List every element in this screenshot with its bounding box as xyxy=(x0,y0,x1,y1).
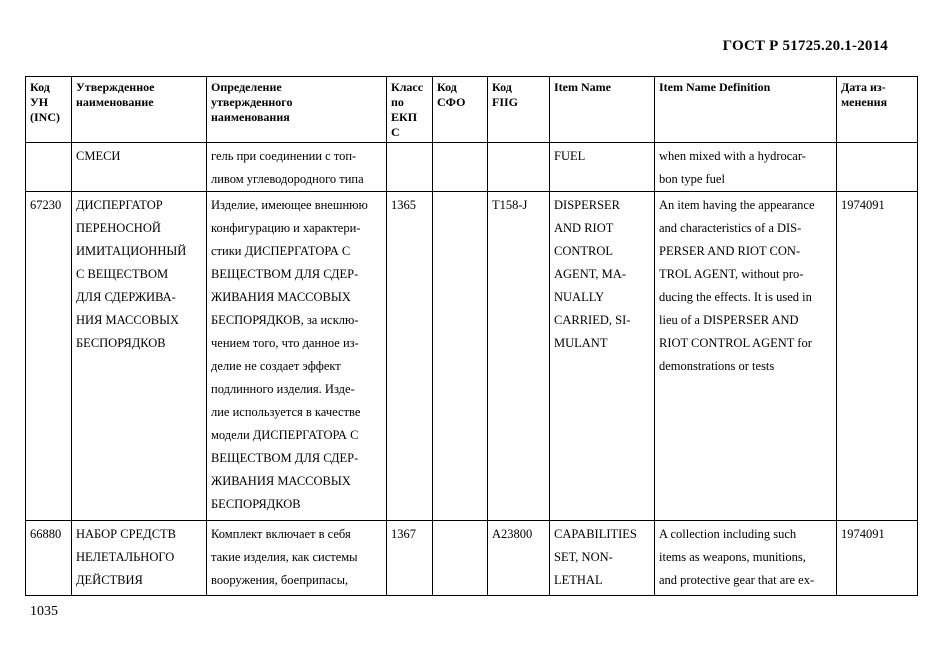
cell-line: БЕСПОРЯДКОВ, за исклю- xyxy=(211,313,359,327)
cell-fiig xyxy=(488,521,550,596)
cell-line: PERSER AND RIOT CON- xyxy=(659,244,801,258)
cell-line: С xyxy=(391,125,400,139)
cell-line: ДЛЯ СДЕРЖИВА- xyxy=(76,290,176,304)
cell-line: A collection including such xyxy=(659,527,797,541)
cell-line: ливом углеводородного типа xyxy=(211,172,364,186)
header-item-name-definition xyxy=(655,77,837,143)
nomenclature-table xyxy=(25,76,918,596)
cell-line: БЕСПОРЯДКОВ xyxy=(211,497,301,511)
cell-line: СМЕСИ xyxy=(76,149,121,163)
cell-line: ВЕЩЕСТВОМ ДЛЯ СДЕР- xyxy=(211,451,359,465)
cell-line: Изделие, имеющее внешнюю xyxy=(211,198,368,212)
cell-inc xyxy=(26,521,72,596)
cell-change-date xyxy=(837,521,918,596)
cell-line: ЕКП xyxy=(391,110,418,124)
cell-line: FUEL xyxy=(554,149,586,163)
cell-line: LETHAL xyxy=(554,573,603,587)
cell-line: Код xyxy=(30,80,50,94)
cell-line: MULANT xyxy=(554,336,608,350)
cell-line: 67230 xyxy=(30,198,62,212)
cell-line: Дата из- xyxy=(841,80,886,94)
cell-line: and protective gear that are ex- xyxy=(659,573,815,587)
cell-line: RIOT CONTROL AGENT for xyxy=(659,336,812,350)
cell-class xyxy=(387,521,433,596)
cell-line: вооружения, боеприпасы, xyxy=(211,573,349,587)
cell-inc xyxy=(26,192,72,521)
cell-line: A23800 xyxy=(492,527,533,541)
cell-line: 1367 xyxy=(391,527,416,541)
cell-line: AND RIOT xyxy=(554,221,614,235)
cell-approved-name xyxy=(72,192,207,521)
cell-item-definition xyxy=(655,521,837,596)
cell-line: CONTROL xyxy=(554,244,614,258)
cell-line: БЕСПОРЯДКОВ xyxy=(76,336,166,350)
cell-line: bon type fuel xyxy=(659,172,725,186)
cell-line: УН xyxy=(30,95,49,109)
cell-line: лие используется в качестве xyxy=(211,405,361,419)
cell-class xyxy=(387,192,433,521)
cell-line: по xyxy=(391,95,404,109)
cell-approved-name xyxy=(72,143,207,192)
cell-item-definition xyxy=(655,192,837,521)
cell-definition xyxy=(207,521,387,596)
cell-line: делие не создает эффект xyxy=(211,359,341,373)
table-row xyxy=(26,143,918,192)
cell-line: and characteristics of a DIS- xyxy=(659,221,802,235)
cell-line: чением того, что данное из- xyxy=(211,336,359,350)
cell-approved-name xyxy=(72,521,207,596)
cell-line: TROL AGENT, without pro- xyxy=(659,267,804,281)
cell-line: Item Name Definition xyxy=(659,80,771,94)
cell-definition xyxy=(207,192,387,521)
cell-line: Код xyxy=(492,80,512,94)
cell-item-name xyxy=(550,192,655,521)
cell-line: DISPERSER xyxy=(554,198,620,212)
header-change-date xyxy=(837,77,918,143)
cell-line: подлинного изделия. Изде- xyxy=(211,382,355,396)
cell-line: An item having the appearance xyxy=(659,198,815,212)
cell-line: СФО xyxy=(437,95,466,109)
cell-line: Определение xyxy=(211,80,282,94)
cell-line: CAPABILITIES xyxy=(554,527,637,541)
cell-line: T158-J xyxy=(492,198,528,212)
table-header-row xyxy=(26,77,918,143)
cell-line: НАБОР СРЕДСТВ xyxy=(76,527,177,541)
table-row xyxy=(26,521,918,596)
cell-line: ВЕЩЕСТВОМ ДЛЯ СДЕР- xyxy=(211,267,359,281)
cell-line: наименования xyxy=(211,110,290,124)
cell-line: 1974091 xyxy=(841,527,885,541)
cell-line: Комплект включает в себя xyxy=(211,527,351,541)
header-fiig xyxy=(488,77,550,143)
cell-line: ДИСПЕРГАТОР xyxy=(76,198,163,212)
cell-line: ДЕЙСТВИЯ xyxy=(76,573,143,587)
cell-line: FIIG xyxy=(492,95,519,109)
cell-line: (INC) xyxy=(30,110,60,124)
cell-item-name xyxy=(550,143,655,192)
header-inc xyxy=(26,77,72,143)
cell-line: CARRIED, SI- xyxy=(554,313,631,327)
cell-line: Утвержденное xyxy=(76,80,155,94)
cell-line: lieu of a DISPERSER AND xyxy=(659,313,799,327)
header-approved-name xyxy=(72,77,207,143)
cell-line: Item Name xyxy=(554,80,611,94)
table-row xyxy=(26,192,918,521)
cell-line: гель при соединении с топ- xyxy=(211,149,357,163)
cell-line: НИЯ МАССОВЫХ xyxy=(76,313,180,327)
cell-line: ПЕРЕНОСНОЙ xyxy=(76,221,161,235)
cell-line: 1365 xyxy=(391,198,416,212)
cell-line: наименование xyxy=(76,95,154,109)
cell-fiig xyxy=(488,143,550,192)
cell-line: SET, NON- xyxy=(554,550,613,564)
cell-line: стики ДИСПЕРГАТОРА С xyxy=(211,244,351,258)
cell-line: менения xyxy=(841,95,888,109)
cell-definition xyxy=(207,143,387,192)
header-item-name xyxy=(550,77,655,143)
cell-line: такие изделия, как системы xyxy=(211,550,358,564)
cell-class xyxy=(387,143,433,192)
cell-line: NUALLY xyxy=(554,290,605,304)
cell-fiig xyxy=(488,192,550,521)
cell-line: AGENT, MA- xyxy=(554,267,626,281)
cell-line: ducing the effects. It is used in xyxy=(659,290,812,304)
cell-line: ИМИТАЦИОННЫЙ xyxy=(76,244,187,258)
cell-line: конфигурацию и характери- xyxy=(211,221,361,235)
cell-line: items as weapons, munitions, xyxy=(659,550,806,564)
cell-sfo xyxy=(433,192,488,521)
header-sfo xyxy=(433,77,488,143)
cell-line: Класс xyxy=(391,80,424,94)
cell-change-date xyxy=(837,192,918,521)
cell-line: Код xyxy=(437,80,457,94)
cell-line: demonstrations or tests xyxy=(659,359,775,373)
cell-line: НЕЛЕТАЛЬНОГО xyxy=(76,550,175,564)
cell-line: ЖИВАНИЯ МАССОВЫХ xyxy=(211,474,351,488)
page-number: 1035 xyxy=(30,604,58,619)
cell-item-name xyxy=(550,521,655,596)
cell-change-date xyxy=(837,143,918,192)
cell-line: 66880 xyxy=(30,527,62,541)
cell-item-definition xyxy=(655,143,837,192)
cell-line: С ВЕЩЕСТВОМ xyxy=(76,267,169,281)
cell-line: модели ДИСПЕРГАТОРА С xyxy=(211,428,359,442)
cell-line: when mixed with a hydrocar- xyxy=(659,149,806,163)
cell-inc xyxy=(26,143,72,192)
cell-sfo xyxy=(433,521,488,596)
cell-line: утвержденного xyxy=(211,95,293,109)
header-definition xyxy=(207,77,387,143)
cell-line: ЖИВАНИЯ МАССОВЫХ xyxy=(211,290,351,304)
cell-line: 1974091 xyxy=(841,198,885,212)
document-code: ГОСТ Р 51725.20.1-2014 xyxy=(722,38,888,54)
header-class xyxy=(387,77,433,143)
cell-sfo xyxy=(433,143,488,192)
